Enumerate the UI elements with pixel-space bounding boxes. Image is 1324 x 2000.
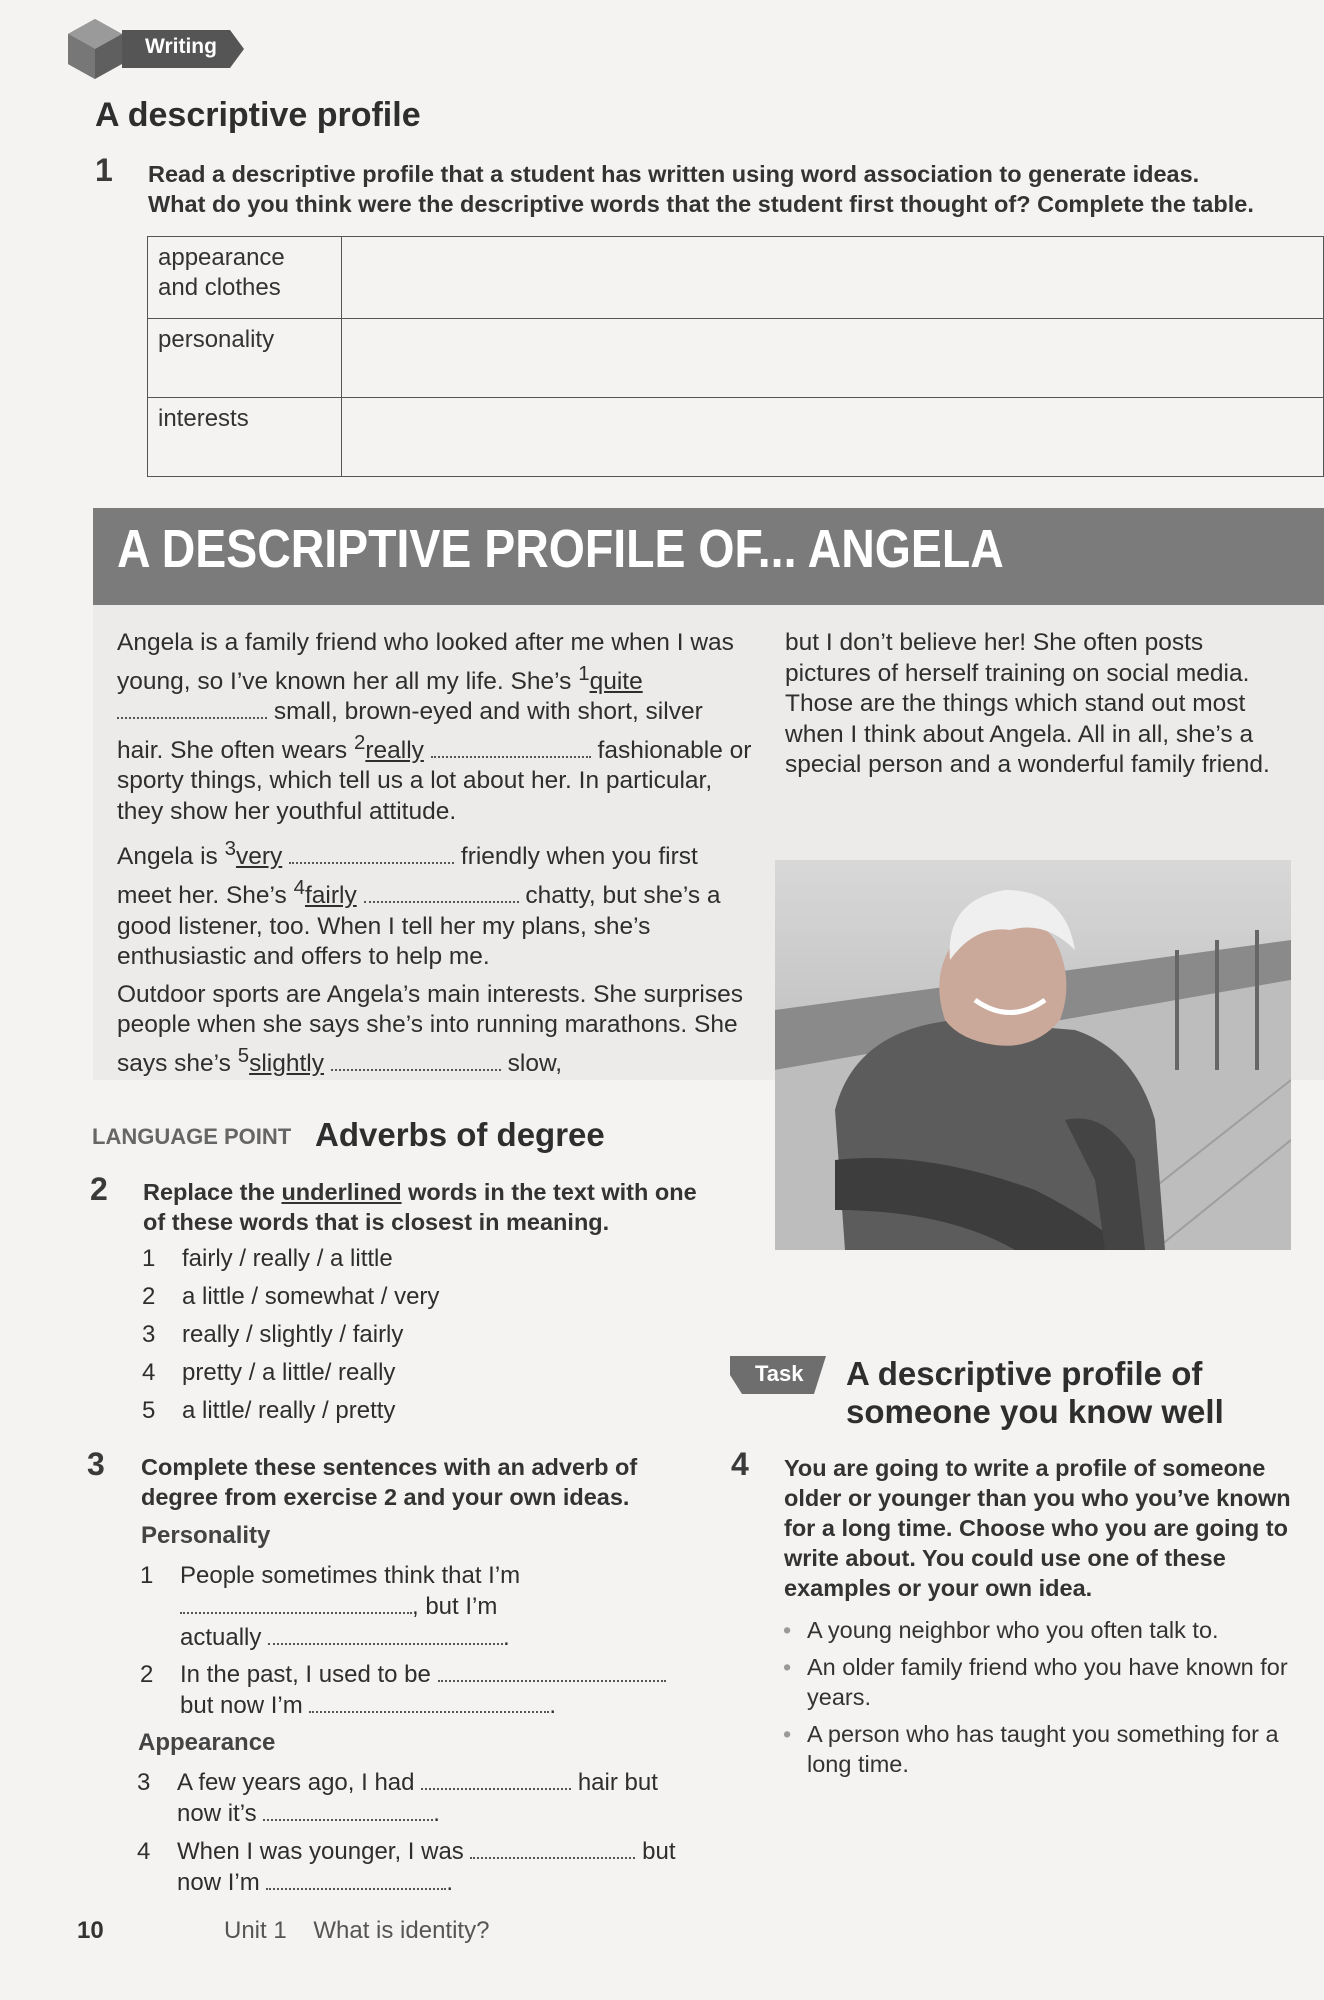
underlined-word-5: slightly — [249, 1049, 324, 1077]
exercise-2-options-list — [142, 1245, 702, 1435]
answer-blank[interactable] — [266, 1868, 446, 1890]
profile-paragraph-personality: Angela is $^3$very friendly when you first meet her. She’s $^4$fairly chatty, but she’s a good listener, too. When I tell her my plans, she’s enthusiastic and offers to help me. — [117, 838, 721, 971]
table-answer-cell[interactable] — [342, 319, 1324, 398]
answer-blank[interactable] — [470, 1837, 635, 1859]
answer-blank-1[interactable] — [117, 697, 267, 719]
underlined-word-1: quite — [589, 667, 643, 695]
profile-paragraph-appearance: Angela is a family friend who looked after me when I was young, so I’ve known her all my life. She’s $^1$quite small, brown-eyed and with short, silver hair. She often wears $^2$really fashionable or sporty things, which tell us a lot about her. In particular, they show her youthful attitude. — [117, 629, 752, 825]
task-badge — [730, 1356, 826, 1394]
section-hexagon-icon — [66, 18, 124, 80]
task-title-line1: A descriptive profile of — [846, 1355, 1203, 1392]
exercise-1-instruction-line2: What do you think were the descriptive words that the student first thought of? Complete the table. — [148, 191, 1254, 217]
list-item: 5 a little/ really / pretty — [142, 1397, 396, 1424]
appearance-subheading: Appearance — [138, 1729, 276, 1756]
exercise-3-number: 3 — [87, 1446, 105, 1482]
exercise-4-instruction: You are going to write a profile of someone older or younger than you who you’ve known for a long time. Choose who you are going to write about. You could use one of these examples or your own idea. — [784, 1455, 1291, 1601]
footnote-1: 1 — [578, 662, 590, 685]
answer-blank[interactable] — [438, 1660, 666, 1682]
table-row — [148, 398, 1324, 477]
exercise-1-instruction-line1: Read a descriptive profile that a student has written using word association to generate ideas. — [148, 161, 1200, 187]
table-row — [148, 319, 1324, 398]
exercise-2-instruction: Replace the underlined words in the text with one of these words that is closest in meaning. — [143, 1179, 697, 1235]
sentence-3: 3 A few years ago, I had hair but now it’s . — [137, 1769, 658, 1827]
page-title: A descriptive profile — [95, 96, 421, 134]
table-answer-cell[interactable] — [342, 237, 1324, 319]
list-item: 2 a little / somewhat / very — [142, 1283, 440, 1310]
table-row — [148, 237, 1324, 319]
task-title — [846, 1355, 1224, 1431]
profile-column-1 — [117, 628, 755, 1086]
page-number: 10 — [77, 1917, 104, 1944]
angela-photo — [775, 860, 1291, 1250]
answer-blank[interactable] — [309, 1691, 549, 1713]
list-item: 1 fairly / really / a little — [142, 1245, 393, 1272]
section-label-writing — [122, 30, 244, 68]
profile-paragraph-interests: Outdoor sports are Angela’s main interests. She surprises people when she says she’s into running marathons. She says she’s $^5$slightly slow, — [117, 980, 743, 1077]
underlined-word-2: really — [365, 736, 424, 764]
exercise-2-number: 2 — [90, 1171, 108, 1207]
exercise-4-number: 4 — [731, 1446, 749, 1482]
profile-column-2 — [785, 628, 1295, 788]
answer-blank[interactable] — [268, 1623, 503, 1645]
answer-blank-3[interactable] — [289, 842, 454, 864]
footnote-3: 3 — [224, 838, 236, 861]
exercise-4-examples — [781, 1615, 1301, 1786]
underlined-keyword: underlined — [281, 1179, 402, 1205]
exercise-1-number: 1 — [95, 152, 113, 188]
list-item: • A person who has taught you something for a long time. — [781, 1719, 1301, 1779]
unit-footer: Unit 1 What is identity? — [224, 1917, 490, 1944]
answer-blank-4[interactable] — [364, 881, 519, 903]
language-point-label: LANGUAGE POINT — [92, 1124, 292, 1149]
personality-subheading: Personality — [141, 1522, 271, 1549]
answer-blank[interactable] — [180, 1592, 412, 1614]
answer-blank[interactable] — [263, 1799, 433, 1821]
sentence-2: 2 In the past, I used to be but now I’m . — [140, 1659, 700, 1721]
list-item: 3 really / slightly / fairly — [142, 1321, 404, 1348]
table-answer-cell[interactable] — [342, 398, 1324, 477]
section-label-text: Writing — [145, 35, 217, 58]
underlined-word-3: very — [235, 843, 283, 871]
answer-blank-5[interactable] — [331, 1049, 501, 1071]
exercise-3-instruction: Complete these sentences with an adverb of degree from exercise 2 and your own ideas. — [141, 1454, 638, 1510]
answer-blank-2[interactable] — [431, 736, 591, 758]
table-row-label-text: appearance and clothes — [158, 244, 285, 301]
list-item: 4 pretty / a little/ really — [142, 1359, 396, 1386]
exercise-1-instruction — [148, 159, 1318, 219]
underlined-word-4: fairly — [304, 882, 357, 910]
footnote-4: 4 — [293, 876, 305, 899]
table-row-label: interests — [148, 398, 342, 477]
sentence-4: 4 When I was younger, I was but now I’m . — [137, 1838, 676, 1896]
list-item: • A young neighbor who you often talk to. — [781, 1615, 1301, 1645]
footnote-2: 2 — [353, 731, 366, 754]
task-title-line2: someone you know well — [846, 1393, 1224, 1430]
word-association-table — [147, 236, 1324, 477]
language-point-title: Adverbs of degree — [315, 1116, 605, 1153]
footnote-5: 5 — [237, 1044, 250, 1067]
task-badge-label: Task — [755, 1361, 804, 1386]
table-row-label: personality — [148, 319, 342, 398]
table-row-label — [148, 237, 342, 319]
answer-blank[interactable] — [421, 1768, 571, 1790]
profile-banner-title: A DESCRIPTIVE PROFILE OF... ANGELA — [117, 519, 1004, 579]
list-item: • An older family friend who you have known for years. — [781, 1652, 1301, 1712]
profile-paragraph-conclusion: but I don’t believe her! She often posts pictures of herself training on social media. Those are the things which stand out most when I think about Angela. All in all, she’s a special person and a wonderful family friend. — [785, 629, 1270, 778]
sentence-1: 1 People sometimes think that I’m , but I’m actually . — [140, 1562, 521, 1651]
